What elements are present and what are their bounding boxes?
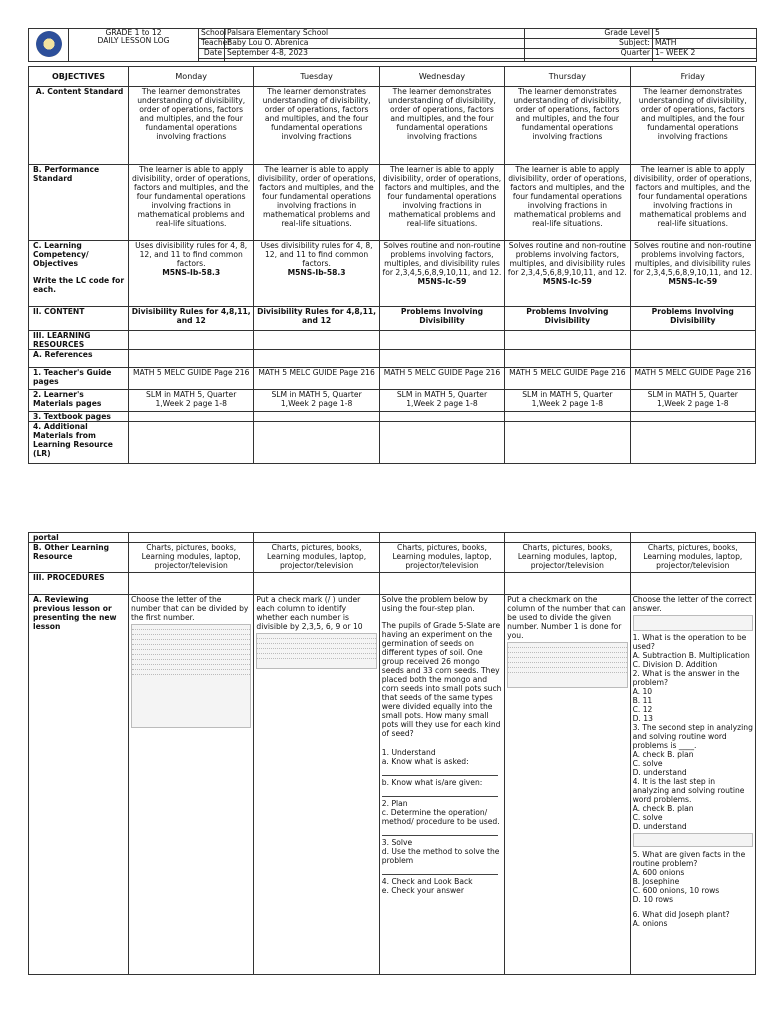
reviewing-fri [630, 595, 755, 975]
competency-mon-code: M5NS-Ib-58.3 [162, 268, 221, 277]
competency-wed-code: M5NS-Ic-59 [417, 277, 467, 286]
teachers-guide-label: 1. Teacher's Guide pages [29, 368, 129, 390]
quarter-value: 1– WEEK 2 [653, 49, 757, 59]
learners-materials-row [29, 390, 756, 412]
header-table [28, 28, 757, 62]
procedures-row [29, 573, 756, 595]
answer-line-method [382, 865, 498, 875]
subject-label: Subject: [525, 39, 653, 49]
reviewing-wed [379, 595, 504, 975]
answer-line-asked [382, 766, 498, 776]
four-step-plan [382, 748, 502, 895]
problem-snippet-image-2 [633, 833, 753, 847]
quiz-line-17: A. 600 onions [632, 868, 685, 877]
reviewing-tue [254, 595, 379, 975]
reviewing-thu [505, 595, 630, 975]
performance-standard-mon: The learner is able to apply divisibility, order of operations, factors and multiples, and the four fundamental operations involving fractions in mathematical problems and real-life situations. [129, 165, 254, 241]
date-label: Date [199, 49, 225, 59]
competency-tue-code: M5NS-Ib-58.3 [287, 268, 346, 277]
competency-thu-code: M5NS-Ic-59 [542, 277, 592, 286]
competency-fri-code: M5NS-Ic-59 [668, 277, 718, 286]
content-standard-mon: The learner demonstrates understanding of divisibility, order of operations, factors and multiples, and the four fundamental operations involving fractions [129, 87, 254, 165]
quiz-line-9: A. check B. plan [632, 750, 694, 759]
reviewing-row [29, 595, 756, 975]
subject-value: MATH [653, 39, 757, 49]
textbook-label: 3. Textbook pages [29, 412, 129, 422]
col-thursday: Thursday [505, 67, 630, 87]
performance-standard-label: B. Performance Standard [29, 165, 129, 241]
quiz-line-21: 6. What did Joseph plant? [632, 910, 730, 919]
other-resources-row [29, 543, 756, 573]
competency-fri [630, 241, 755, 307]
learners-materials-wed: SLM in MATH 5, Quarter 1,Week 2 page 1-8 [379, 390, 504, 412]
additional-materials-row [29, 422, 756, 464]
col-objectives: OBJECTIVES [29, 67, 129, 87]
deped-seal-logo [29, 29, 69, 62]
step-given: b. Know what is/are given: [381, 778, 483, 787]
lesson-log-page-1 [28, 28, 756, 464]
school-value: Palsara Elementary School [225, 29, 525, 39]
step-method: d. Use the method to solve the problem [381, 847, 500, 865]
quiz-line-1: 1. What is the operation to be used? [632, 633, 747, 651]
teacher-value: Baby Lou O. Abrenica [225, 39, 525, 49]
quiz-line-4: A. 10 [632, 687, 653, 696]
answer-line-given [382, 787, 498, 797]
content-mon: Divisibility Rules for 4,8,11, and 12 [129, 307, 254, 331]
reviewing-tue-text: Put a check mark (/ ) under each column to identify whether each number is divisible by 2,3,5, 6, 9 or 10 [256, 595, 363, 631]
teachers-guide-tue: MATH 5 MELC GUIDE Page 216 [254, 368, 379, 390]
quiz-line-7: D. 13 [632, 714, 653, 723]
answer-line-operation [382, 826, 498, 836]
other-resources-fri: Charts, pictures, books, Learning modules, laptop, projector/television [630, 543, 755, 573]
quiz-line-19: C. 600 onions, 10 rows [632, 886, 720, 895]
quarter-label: Quarter [525, 49, 653, 59]
other-resources-tue: Charts, pictures, books, Learning modules, laptop, projector/television [254, 543, 379, 573]
quiz-line-6: C. 12 [632, 705, 653, 714]
competency-wed [379, 241, 504, 307]
learning-resources-row [29, 331, 756, 350]
reviewing-mon-text: Choose the letter of the number that can be divided by the first number. [131, 595, 249, 622]
content-standard-tue: The learner demonstrates understanding of divisibility, order of operations, factors and multiples, and the four fundamental operations involving fractions [254, 87, 379, 165]
competency-fri-text: Solves routine and non-routine problems involving factors, multiples, and divisibility rules for 2,3,4,5,6,8,9,10,11, and 12. [633, 241, 753, 277]
learners-materials-tue: SLM in MATH 5, Quarter 1,Week 2 page 1-8 [254, 390, 379, 412]
learners-materials-thu: SLM in MATH 5, Quarter 1,Week 2 page 1-8 [505, 390, 630, 412]
step-check-answer: e. Check your answer [381, 886, 464, 895]
step-plan: 2. Plan [381, 799, 408, 808]
content-standard-label: A. Content Standard [29, 87, 129, 165]
teachers-guide-wed: MATH 5 MELC GUIDE Page 216 [379, 368, 504, 390]
additional-materials-label: 4. Additional Materials from Learning Resource (LR) [29, 422, 129, 464]
divisor-check-table-image [507, 642, 627, 688]
divisibility-choice-table-image [131, 624, 251, 728]
portal-label: portal [29, 533, 129, 543]
reviewing-fri-intro: Choose the letter of the correct answer. [632, 595, 753, 613]
learners-materials-fri: SLM in MATH 5, Quarter 1,Week 2 page 1-8 [630, 390, 755, 412]
teachers-guide-row [29, 368, 756, 390]
step-understand: 1. Understand [381, 748, 436, 757]
content-row [29, 307, 756, 331]
other-resources-label: B. Other Learning Resource [29, 543, 129, 573]
step-asked: a. Know what is asked: [381, 757, 469, 766]
quiz-line-15: D. understand [632, 822, 687, 831]
quiz-line-16: 5. What are given facts in the routine problem? [632, 850, 746, 868]
learners-materials-mon: SLM in MATH 5, Quarter 1,Week 2 page 1-8 [129, 390, 254, 412]
step-check: 4. Check and Look Back [381, 877, 473, 886]
quiz-line-14: C. solve [632, 813, 663, 822]
teacher-label: Teacher [199, 39, 225, 49]
competency-mon-text: Uses divisibility rules for 4, 8, 12, and 11 to find common factors. [135, 241, 248, 268]
reviewing-wed-problem: The pupils of Grade 5-Slate are having an experiment on the germination of seeds on different types of soil. One group received 26 mongo seeds and 33 corn seeds. They placed both the mongo and corn seeds into small pots such that seeds of the same types were divided equally into the small pots. How many small pots will they use for each kind of seed? [381, 621, 502, 738]
learners-materials-label: 2. Learner's Materials pages [29, 390, 129, 412]
quiz-line-11: D. understand [632, 768, 687, 777]
quiz-line-20: D. 10 rows [632, 895, 674, 904]
content-fri: Problems Involving Divisibility [630, 307, 755, 331]
learning-resources-label: III. LEARNING RESOURCES [29, 331, 129, 350]
performance-standard-thu: The learner is able to apply divisibility, order of operations, factors and multiples, and the four fundamental operations involving fractions in mathematical problems and real-life situations. [505, 165, 630, 241]
competency-wed-text: Solves routine and non-routine problems involving factors, multiples, and divisibility rules for 2,3,4,5,6,8,9,10,11, and 12. [382, 241, 502, 277]
content-standard-row [29, 87, 756, 165]
teachers-guide-fri: MATH 5 MELC GUIDE Page 216 [630, 368, 755, 390]
performance-standard-row [29, 165, 756, 241]
competency-tue [254, 241, 379, 307]
competency-thu-text: Solves routine and non-routine problems involving factors, multiples, and divisibility rules for 2,3,4,5,6,8,9,10,11, and 12. [507, 241, 627, 277]
performance-standard-tue: The learner is able to apply divisibility, order of operations, factors and multiples, and the four fundamental operations involving fractions in mathematical problems and real-life situations. [254, 165, 379, 241]
content-standard-wed: The learner demonstrates understanding of divisibility, order of operations, factors and multiples, and the four fundamental operations involving fractions [379, 87, 504, 165]
grade-label: Grade Level [525, 29, 653, 39]
performance-standard-fri: The learner is able to apply divisibility, order of operations, factors and multiples, and the four fundamental operations involving fractions in mathematical problems and real-life situations. [630, 165, 755, 241]
quiz-line-10: C. solve [632, 759, 663, 768]
school-label: School [199, 29, 225, 39]
textbook-row [29, 412, 756, 422]
competency-row [29, 241, 756, 307]
problem-snippet-image [633, 615, 753, 631]
teachers-guide-thu: MATH 5 MELC GUIDE Page 216 [505, 368, 630, 390]
performance-standard-wed: The learner is able to apply divisibility, order of operations, factors and multiples, and the four fundamental operations involving fractions in mathematical problems and real-life situations. [379, 165, 504, 241]
teachers-guide-mon: MATH 5 MELC GUIDE Page 216 [129, 368, 254, 390]
quiz-line-8: 3. The second step in analyzing and solving routine word problems is ____. [632, 723, 753, 750]
content-label: II. CONTENT [29, 307, 129, 331]
date-value: September 4-8, 2023 [225, 49, 525, 59]
quiz-line-5: B. 11 [632, 696, 653, 705]
quiz-line-3: 2. What is the answer in the problem? [632, 669, 740, 687]
col-tuesday: Tuesday [254, 67, 379, 87]
title-block [69, 29, 199, 62]
competency-mon [129, 241, 254, 307]
other-resources-wed: Charts, pictures, books, Learning modules, laptop, projector/television [379, 543, 504, 573]
quiz-line-13: A. check B. plan [632, 804, 694, 813]
reviewing-label: A. Reviewing previous lesson or presenting the new lesson [29, 595, 129, 975]
checkmark-table-image [256, 633, 376, 669]
content-standard-thu: The learner demonstrates understanding of divisibility, order of operations, factors and multiples, and the four fundamental operations involving fractions [505, 87, 630, 165]
other-resources-mon: Charts, pictures, books, Learning modules, laptop, projector/television [129, 543, 254, 573]
references-label: A. References [29, 350, 129, 368]
col-friday: Friday [630, 67, 755, 87]
col-wednesday: Wednesday [379, 67, 504, 87]
competency-thu [505, 241, 630, 307]
competency-label [29, 241, 129, 307]
content-thu: Problems Involving Divisibility [505, 307, 630, 331]
grade-value: 5 [653, 29, 757, 39]
references-row [29, 350, 756, 368]
content-standard-fri: The learner demonstrates understanding of divisibility, order of operations, factors and multiples, and the four fundamental operations involving fractions [630, 87, 755, 165]
step-solve: 3. Solve [381, 838, 413, 847]
column-header-row [29, 67, 756, 87]
content-wed: Problems Involving Divisibility [379, 307, 504, 331]
title-line2: DAILY LESSON LOG [97, 36, 170, 45]
competency-tue-text: Uses divisibility rules for 4, 8, 12, and 11 to find common factors. [260, 241, 373, 268]
portal-row [29, 533, 756, 543]
competency-label-text: C. Learning Competency/ Objectives [33, 241, 89, 268]
quiz-line-18: B. Josephine [632, 877, 680, 886]
quiz-line-12: 4. It is the last step in analyzing and solving routine word problems. [632, 777, 745, 804]
procedures-label: III. PROCEDURES [29, 573, 129, 595]
other-resources-thu: Charts, pictures, books, Learning modules, laptop, projector/television [505, 543, 630, 573]
procedures-table [28, 532, 756, 975]
objectives-table [28, 66, 756, 464]
reviewing-thu-text: Put a checkmark on the column of the number that can be used to divide the given number. Number 1 is done for you. [507, 595, 626, 640]
step-operation: c. Determine the operation/ method/ procedure to be used. [381, 808, 500, 826]
quiz-line-2: A. Subtraction B. Multiplication C. Division D. Addition [632, 651, 750, 669]
title-line1: GRADE 1 to 12 [105, 28, 162, 37]
reviewing-mon [129, 595, 254, 975]
lesson-log-page-2 [28, 532, 756, 975]
quiz-line-22: A. onions [632, 919, 668, 928]
col-monday: Monday [129, 67, 254, 87]
content-tue: Divisibility Rules for 4,8,11, and 12 [254, 307, 379, 331]
competency-label-note: Write the LC code for each. [33, 276, 125, 294]
reviewing-wed-intro: Solve the problem below by using the four-step plan. [381, 595, 488, 613]
